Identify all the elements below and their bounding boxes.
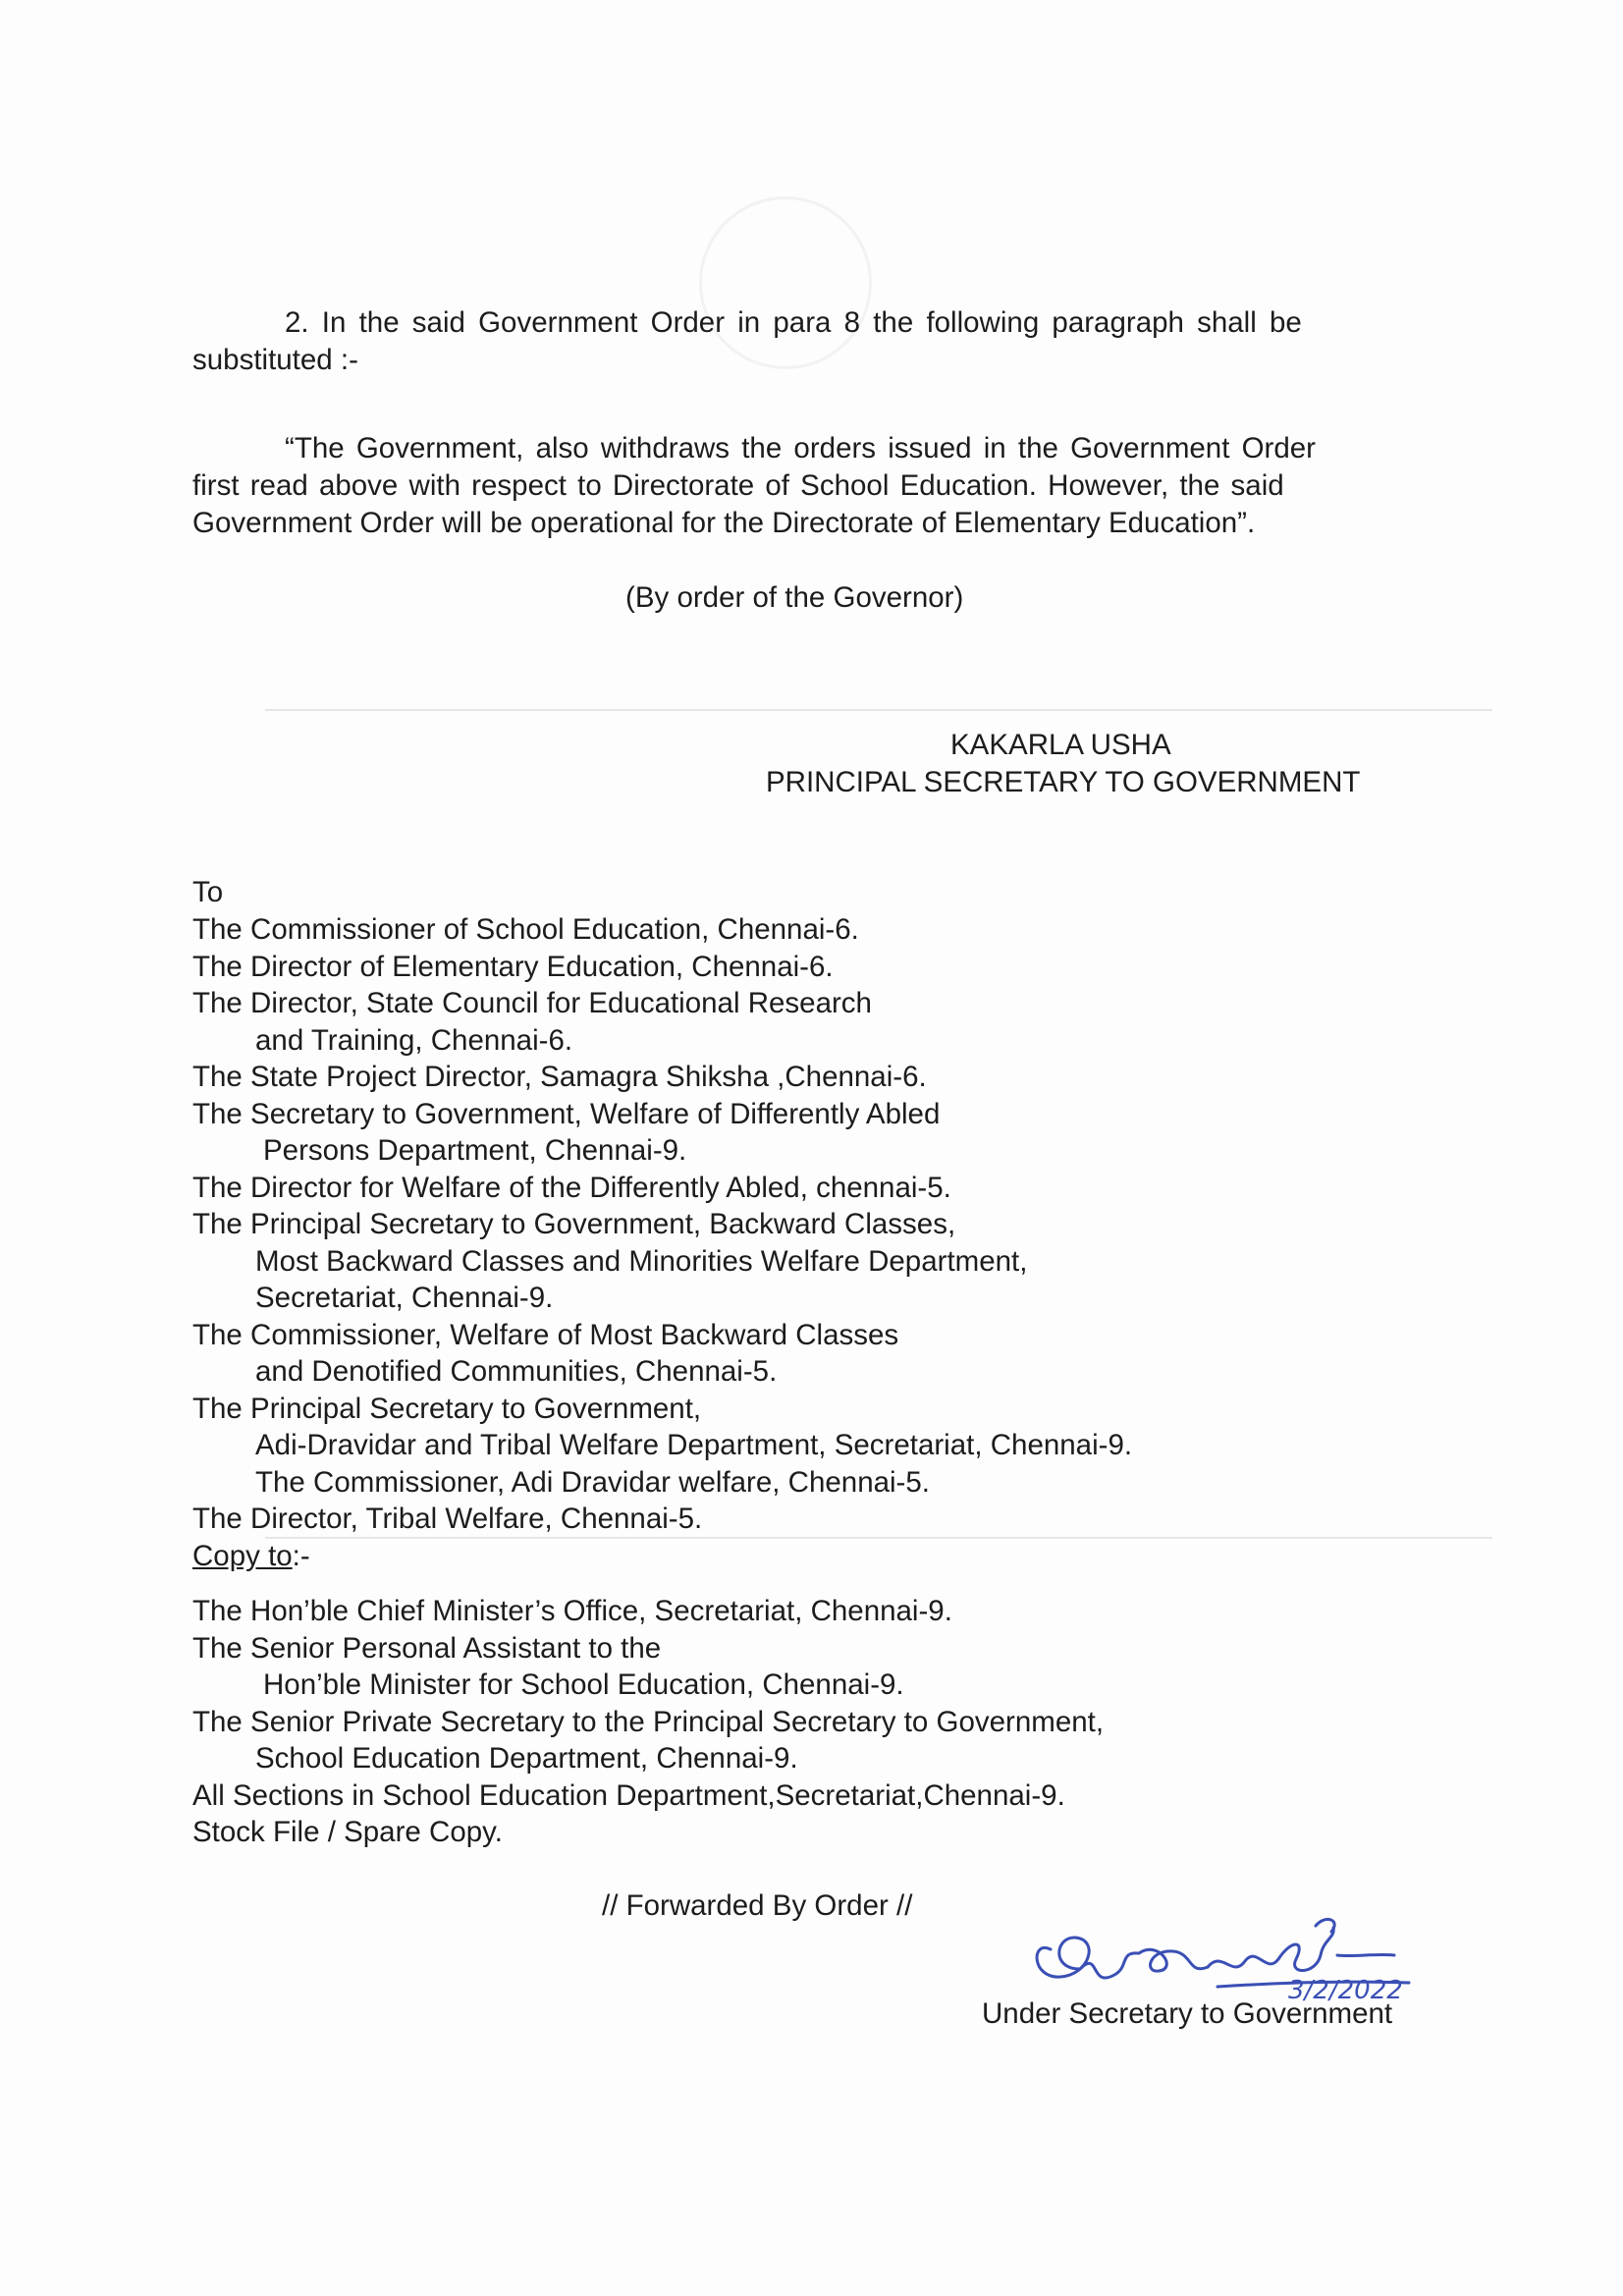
quote-line-1: “The Government, also withdraws the orders issued in the Government Order [285, 432, 1317, 465]
recipient-item: The Director of Elementary Education, Chennai-6. [192, 951, 834, 983]
copy-to-item: All Sections in School Education Department,Secretariat,Chennai-9. [192, 1779, 1065, 1812]
copy-to-item: Stock File / Spare Copy. [192, 1816, 503, 1848]
signature-date: 3/2/2022 [1288, 1976, 1403, 2005]
by-order-of-governor: (By order of the Governor) [625, 581, 964, 614]
to-heading: To [192, 876, 224, 908]
recipient-item: The Director, Tribal Welfare, Chennai-5. [192, 1503, 703, 1535]
recipient-item: The Director, State Council for Educational Research [192, 987, 872, 1019]
copy-to-item: School Education Department, Chennai-9. [255, 1742, 798, 1775]
bleed-through-rule [265, 709, 1492, 711]
recipient-item: The Secretary to Government, Welfare of Differently Abled [192, 1098, 941, 1130]
recipient-item: and Denotified Communities, Chennai-5. [255, 1355, 778, 1388]
copy-to-suffix: :- [292, 1540, 310, 1572]
recipient-item: The Principal Secretary to Government, [192, 1393, 702, 1425]
recipient-item: Persons Department, Chennai-9. [263, 1134, 687, 1167]
recipient-item: Most Backward Classes and Minorities Welfare Department, [255, 1245, 1028, 1278]
copy-to-item: The Senior Private Secretary to the Principal Secretary to Government, [192, 1706, 1105, 1738]
copy-to-item: The Senior Personal Assistant to the [192, 1632, 662, 1665]
bleed-through-seal [699, 196, 872, 369]
recipient-item: Secretariat, Chennai-9. [255, 1282, 554, 1314]
signatory-name: KAKARLA USHA [950, 729, 1171, 761]
recipient-item: and Training, Chennai-6. [255, 1024, 573, 1057]
recipient-item: The Commissioner, Welfare of Most Backward Classes [192, 1319, 899, 1351]
recipient-item: The Principal Secretary to Government, Backward Classes, [192, 1208, 956, 1240]
recipient-item: The State Project Director, Samagra Shiksha ,Chennai-6. [192, 1061, 927, 1093]
signatory-designation: PRINCIPAL SECRETARY TO GOVERNMENT [766, 766, 1361, 798]
copy-to-item: Hon’ble Minister for School Education, Chennai-9. [263, 1668, 904, 1701]
para-2-line-2: substituted :- [192, 344, 358, 376]
copy-to-label: Copy to [192, 1540, 293, 1572]
forwarded-by-order: // Forwarded By Order // [602, 1889, 913, 1922]
signature-scribble-icon [1021, 1910, 1434, 2008]
para-2-line-1: 2. In the said Government Order in para 8 the following paragraph shall be [285, 306, 1302, 339]
copy-to-item: The Hon’ble Chief Minister’s Office, Secretariat, Chennai-9. [192, 1595, 952, 1627]
quote-line-2: first read above with respect to Directorate of School Education. However, the said [192, 469, 1284, 502]
recipient-item: The Director for Welfare of the Differently Abled, chennai-5. [192, 1172, 951, 1204]
handwritten-signature [1021, 1910, 1434, 2008]
copy-to-heading [192, 1538, 310, 1575]
under-secretary: Under Secretary to Government [982, 1997, 1393, 2030]
recipient-item: The Commissioner of School Education, Chennai-6. [192, 913, 859, 946]
quote-line-3: Government Order will be operational for the Directorate of Elementary Education”. [192, 507, 1256, 539]
recipient-item: Adi-Dravidar and Tribal Welfare Department, Secretariat, Chennai-9. [255, 1429, 1133, 1461]
recipient-item: The Commissioner, Adi Dravidar welfare, Chennai-5. [255, 1466, 930, 1499]
